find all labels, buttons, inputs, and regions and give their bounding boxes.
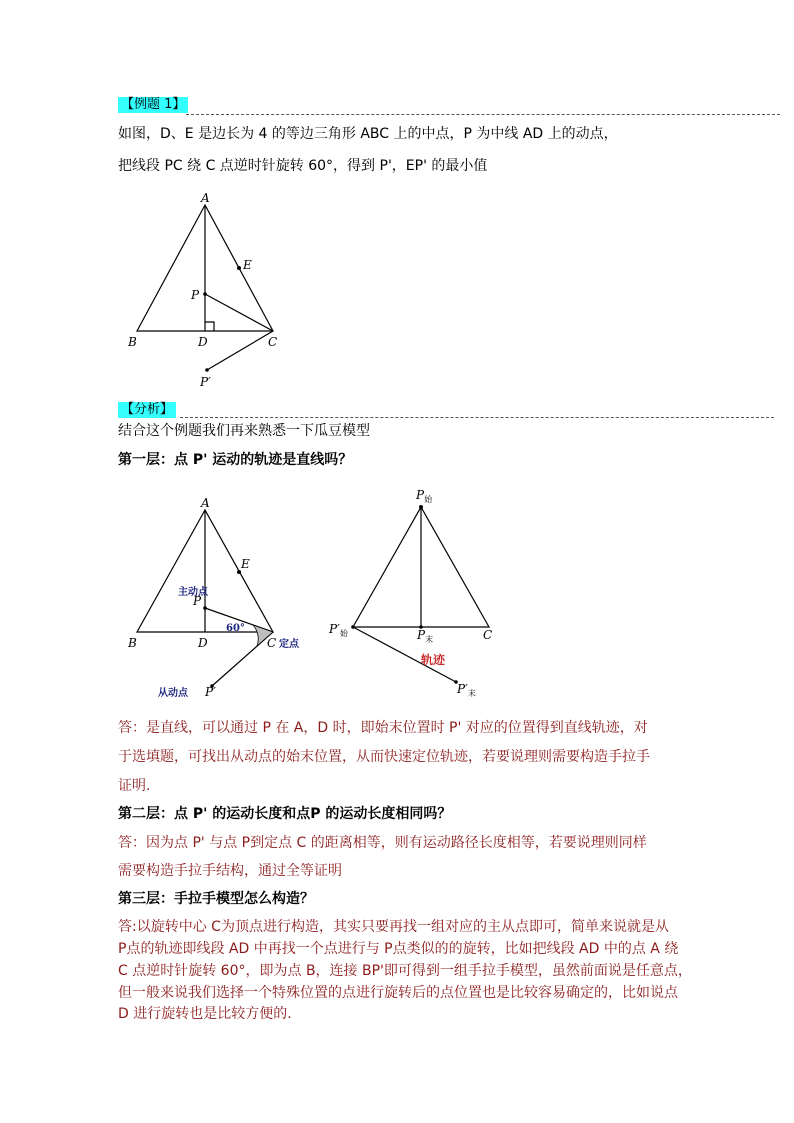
answer-layer-2-line-2: 需要构造手拉手结构，通过全等证明 [118,863,342,879]
fig2-label-d: D [198,636,208,650]
fig3-label-pp-end-sub: 末 [467,689,476,698]
question-layer-1: 第一层：点 P' 运动的轨迹是直线吗？ [118,452,353,468]
answer-layer-2-line-1: 答：因为点 P' 与点 P到定点 C 的距离相等，则有运动路径长度相等，若要说理则同样 [118,835,647,851]
fig2-label-p: P [193,594,202,608]
figure-2-triangle-annotated [120,492,310,702]
svg-text:P始 [415,488,433,504]
example-question-line-2: 把线段 PC 绕 C 点逆时针旋转 60°，得到 P'，EP' 的最小值 [118,158,488,174]
fig3-label-p-start-sub: 始 [424,495,433,504]
fig2-label-c: C [267,636,277,650]
svg-text:P末 [416,628,433,644]
fig3-label-pp-start: P′ [329,622,340,636]
fig2-follower-point-annotation: 从动点 [158,688,188,699]
fig3-trajectory-annotation: 轨迹 [421,653,446,667]
svg-text:P′始 [328,622,349,638]
fig2-label-a: A [201,496,210,510]
fig2-label-e: E [241,557,250,571]
answer-layer-1-line-2: 于选填题，可找出从动点的始末位置，从而快速定位轨迹，若要说理则需要构造手拉手 [118,749,650,765]
fig3-label-p-end: P [417,628,426,642]
example-tag: 【例题 1】 [118,97,188,113]
fig3-label-pp-end: P′ [457,682,468,696]
answer-layer-3-line-1: 答:以旋转中心 C为顶点进行构造，其实只要再找一组对应的主从点即可，简单来说就是从 [118,919,669,935]
fig3-label-c: C [483,628,493,642]
figure-1-triangle [120,190,290,390]
answer-layer-3-line-4: 但一般来说我们选择一个特殊位置的点进行旋转后的点位置也是比较容易确定的，比如说点 [118,985,678,1001]
analysis-intro: 结合这个例题我们再来熟悉一下瓜豆模型 [118,423,370,439]
fig2-fixed-point-annotation: 定点 [279,639,299,650]
fig1-label-p-prime: P′ [200,375,211,389]
analysis-tag: 【分析】 [118,402,176,418]
answer-layer-1-line-3: 证明. [118,778,151,794]
example-question-line-1: 如图，D、E 是边长为 4 的等边三角形 ABC 上的中点，P 为中线 AD 上的动点， [118,126,618,142]
question-layer-2: 第二层：点 P' 的运动长度和点P 的运动长度相同吗？ [118,806,452,822]
svg-text:P′末 [456,682,476,698]
answer-layer-3-line-3: C 点逆时针旋转 60°，即为点 B，连接 BP'即可得到一组手拉手模型，虽然前面说是任意点， [118,963,692,979]
fig1-label-b: B [128,335,137,349]
analysis-divider [180,417,774,418]
example-divider [186,114,780,115]
fig3-label-pp-start-sub: 始 [339,629,348,638]
question-layer-3: 第三层：手拉手模型怎么构造？ [118,891,314,907]
fig3-label-p-end-sub: 末 [425,635,434,644]
answer-layer-3-line-5: D 进行旋转也是比较方便的. [118,1006,292,1022]
answer-layer-1-line-1: 答：是直线，可以通过 P 在 A，D 时，即始末位置时 P' 对应的位置得到直线轨迹，对 [118,720,648,736]
fig1-label-p: P [191,288,200,302]
fig1-label-d: D [198,335,208,349]
fig2-label-b: B [128,636,137,650]
fig2-main-point-annotation: 主动点 [178,587,208,598]
fig2-angle-annotation: 60° [226,623,245,634]
fig2-label-p-prime: P′ [205,685,216,699]
fig1-label-a: A [201,191,210,205]
figure-3-trajectory [325,482,525,702]
fig1-label-e: E [243,258,252,272]
fig1-label-c: C [268,335,278,349]
fig3-label-p-start: P [416,488,425,502]
answer-layer-3-line-2: P点的轨迹即线段 AD 中再找一个点进行与 P点类似的的旋转，比如把线段 AD 中的点 A 绕 [118,941,679,957]
